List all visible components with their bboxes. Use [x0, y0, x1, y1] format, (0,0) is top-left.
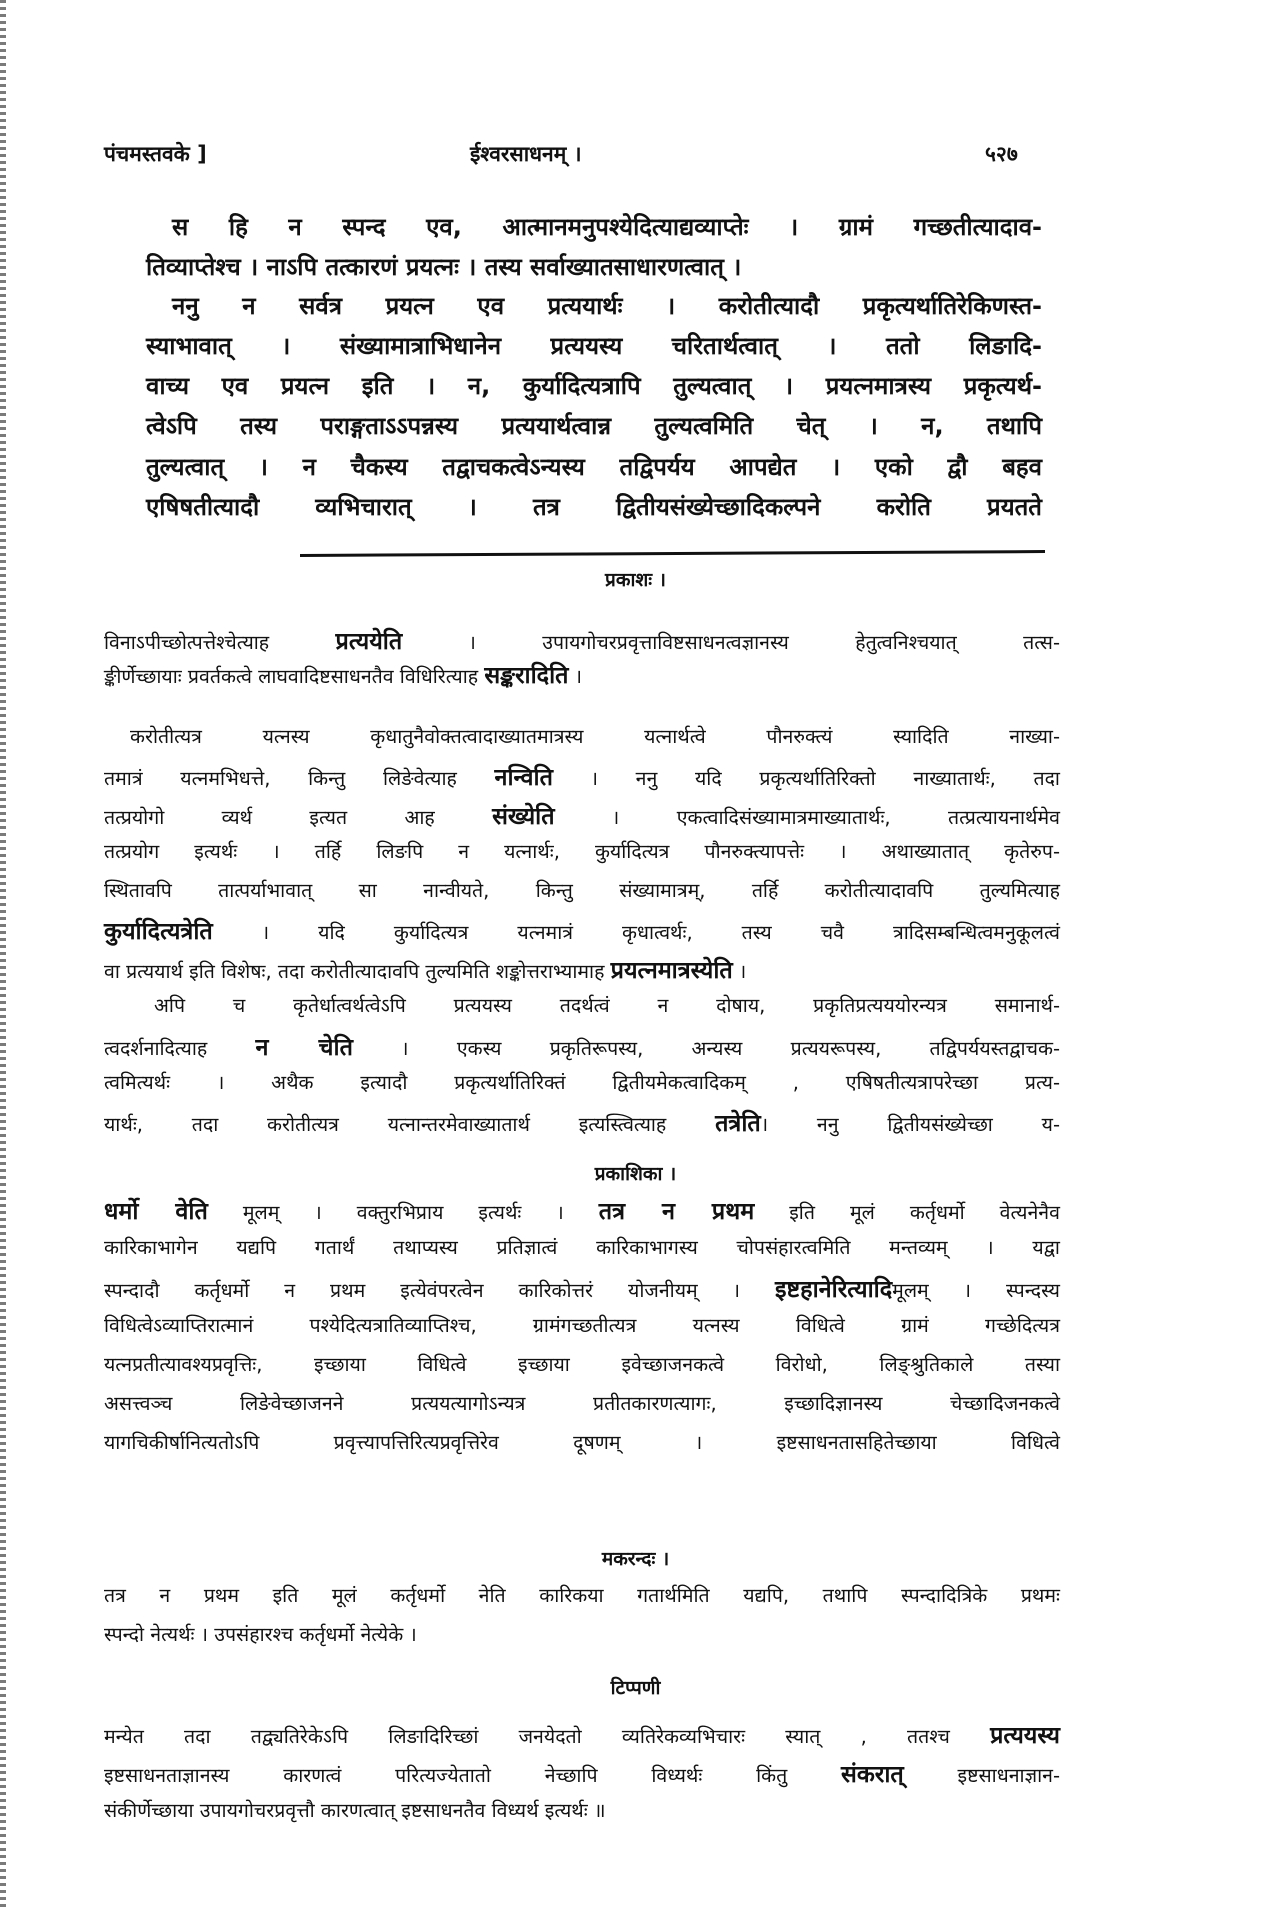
- bold-pratika: न चेति: [255, 1033, 353, 1061]
- text-run: इष्टसाधनाज्ञान-: [903, 1764, 1060, 1787]
- commentary-line: [104, 914, 1060, 946]
- text-run: तिव्याप्तेश्च । नाऽपि तत्कारणं प्रयत्नः । तस्य सर्वाख्यातसाधारणत्वात् ।: [146, 253, 742, 281]
- commentary-line: [104, 1030, 1060, 1062]
- text-run: संकीर्णेच्छाया उपायगोचरप्रवृत्तौ कारणत्वात् इष्टसाधनतैव विध्यर्थ इत्यर्थः ॥: [104, 1799, 606, 1822]
- commentary-line: [104, 1796, 1060, 1823]
- commentary-line: [104, 1194, 1060, 1226]
- text-run: तुल्यत्वात् । न चैकस्य तद्वाचकत्वेऽन्यस्य तद्विपर्यय आपद्येत । एको द्वौ बहव: [146, 453, 1042, 481]
- text-run: तत्प्रयोगो व्यर्थ इत्यत आह: [104, 806, 493, 829]
- commentary-line: [104, 837, 1060, 864]
- text-run: असत्त्वञ्च लिङेवेच्छाजनने प्रत्ययत्यागोऽन्यत्र प्रतीतकारणत्यागः, इच्छादिज्ञानस्य चेच्छादिजनकत्वे: [104, 1392, 1060, 1415]
- text-run: वा प्रत्ययार्थ इति विशेषः, तदा करोतीत्यादावपि तुल्यमिति शङ्कोत्तराभ्यामाह: [104, 960, 611, 983]
- text-run: स्पन्दादौ कर्तृधर्मो न प्रथम इत्येवंपरत्वेन कारिकोत्तरं योजनीयम् ।: [104, 1279, 776, 1302]
- text-run: । ननु यदि प्रकृत्यर्थातिरिक्तो नाख्यातार्थः, तदा: [552, 767, 1060, 790]
- bold-pratika: इष्टहानेरित्यादि: [775, 1275, 893, 1303]
- commentary-line: [104, 760, 1060, 792]
- text-run: स हि न स्पन्द एव, आत्मानमनुपश्येदित्याद्यव्याप्तेः । ग्रामं गच्छतीत्यादाव-: [172, 213, 1042, 241]
- text-run: । एकत्वादिसंख्यामात्रमाख्यातार्थः, तत्प्रत्यायनार्थमेव: [554, 806, 1060, 829]
- text-run: त्वमित्यर्थः । अथैक इत्यादौ प्रकृत्यर्थातिरिक्तं द्वितीयमेकत्वादिकम् , एषिषतीत्यत्रापरेच्छा प्रत्य-: [104, 1071, 1060, 1094]
- commentary-line: [104, 953, 1060, 985]
- commentary-line: [104, 799, 1060, 831]
- text-run: मन्येत तदा तद्व्यतिरेकेऽपि लिङादिरिच्छां जनयेदतो व्यतिरेकव्यभिचारः स्यात् , ततश्च: [104, 1725, 991, 1748]
- text-run: तत्प्रयोग इत्यर्थः । तर्हि लिङपि न यत्नार्थः, कुर्यादित्यत्र पौनरुक्त्यापत्तेः । अथाख्यातात् कृतेरुप-: [104, 840, 1060, 863]
- mula-line: [146, 369, 1042, 402]
- commentary-heading: प्रकाशिका ।: [594, 1163, 677, 1185]
- commentary-line: [104, 1106, 1060, 1138]
- bold-pratika: प्रत्ययेति: [335, 627, 403, 655]
- scan-binding-edge: [0, 0, 6, 1910]
- mula-line: [146, 490, 1042, 523]
- commentary-line: [104, 1272, 1060, 1304]
- commentary-line: [104, 876, 1060, 903]
- text-run: करोतीत्यत्र यत्नस्य कृधातुनैवोक्तत्वादाख्यातमात्रस्य यत्नार्थत्वे पौनरुक्त्यं स्यादिति नाख्या-: [130, 725, 1060, 748]
- text-run: यागचिकीर्षानित्यतोऽपि प्रवृत्त्यापत्तिरित्यप्रवृत्तिरेव दूषणम् । इष्टसाधनतासहितेच्छाया विधित्वे: [104, 1431, 1060, 1454]
- text-run: यत्नप्रतीत्यावश्यप्रवृत्तिः, इच्छाया विधित्वे इच्छाया इवेच्छाजनकत्वे विरोधो, लिङ्श्रुतिकाले तस्या: [104, 1353, 1060, 1376]
- mula-line: [172, 289, 1042, 322]
- mula-line: [146, 329, 1042, 362]
- commentary-heading: टिप्पणी: [610, 1677, 661, 1699]
- commentary-line: [104, 1311, 1060, 1338]
- bold-pratika: कुर्यादित्यत्रेति: [104, 917, 213, 945]
- separator-rule: [300, 550, 1045, 557]
- text-run: त्वदर्शनादित्याह: [104, 1037, 256, 1060]
- bold-pratika: संख्येति: [492, 802, 555, 830]
- bold-pratika: प्रत्ययस्य: [990, 1721, 1060, 1749]
- text-run: वाच्य एव प्रयत्न इति । न, कुर्यादित्यत्रापि तुल्यत्वात् । प्रयत्नमात्रस्य प्रकृत्यर्थ-: [146, 372, 1042, 400]
- bold-pratika: तत्रेति: [715, 1109, 761, 1137]
- text-run: त्वेऽपि तस्य पराङ्गताऽऽपन्नस्य प्रत्ययार्थत्वान्न तुल्यत्वमिति चेत् । न, तथापि: [146, 412, 1042, 440]
- text-run: ङ्कीर्णेच्छायाः प्रवर्तकत्वे लाघवादिष्टसाधनतैव विधिरित्याह: [104, 665, 485, 688]
- commentary-line: [104, 1233, 1060, 1260]
- text-run: इष्टसाधनताज्ञानस्य कारणत्वं परित्यज्येतातो नेच्छापि विध्यर्थः किंतु: [104, 1764, 842, 1787]
- text-run: । ननु द्वितीयसंख्येच्छा य-: [760, 1113, 1060, 1136]
- commentary-line: [104, 1581, 1060, 1608]
- text-run: स्याभावात् । संख्यामात्राभिधानेन प्रत्ययस्य चरितार्थत्वात् । ततो लिङादि-: [146, 332, 1042, 360]
- text-run: स्पन्दो नेत्यर्थः । उपसंहारश्च कर्तृधर्मो नेत्येके ।: [104, 1623, 417, 1646]
- commentary-line: [104, 1718, 1060, 1750]
- page-number: ५२७: [985, 142, 1018, 166]
- mula-line: [146, 250, 1042, 283]
- bold-pratika: धर्मो वेति: [104, 1197, 208, 1225]
- text-run: ।: [568, 665, 583, 688]
- commentary-line: [130, 722, 1060, 749]
- commentary-line: [104, 1757, 1060, 1789]
- commentary-line: [104, 1350, 1060, 1377]
- commentary-heading: मकरन्दः ।: [601, 1548, 670, 1570]
- bold-pratika: तत्र न प्रथम: [598, 1197, 755, 1225]
- text-run: विधित्वेऽव्याप्तिरात्मानं पश्येदित्यत्रातिव्याप्तिश्च, ग्रामंगच्छतीत्यत्र यत्नस्य विधित्वे ग्रामं गच्छेदित्यत्र: [104, 1314, 1060, 1337]
- commentary-heading: प्रकाशः ।: [605, 569, 666, 591]
- bold-pratika: प्रयत्नमात्रस्येति: [610, 956, 733, 984]
- bold-pratika: सङ्करादिति: [484, 661, 569, 689]
- text-run: इति मूलं कर्तृधर्मो वेत्यनेनैव: [754, 1201, 1060, 1224]
- commentary-line: [104, 1389, 1060, 1416]
- bold-pratika: संकरात्: [841, 1760, 904, 1788]
- commentary-line: [154, 991, 1060, 1018]
- text-run: स्थितावपि तात्पर्याभावात् सा नान्वीयते, किन्तु संख्यामात्रम्, तर्हि करोतीत्यादावपि तुल्यमित्याह: [104, 879, 1060, 902]
- text-run: । उपायगोचरप्रवृत्ताविष्टसाधनत्वज्ञानस्य हेतुत्वनिश्चयात् तत्स-: [402, 631, 1060, 654]
- commentary-line: [104, 1068, 1060, 1095]
- text-run: । एकस्य प्रकृतिरूपस्य, अन्यस्य प्रत्ययरूपस्य, तद्विपर्ययस्तद्वाचक-: [352, 1037, 1060, 1060]
- text-run: मूलम् । वक्तुरभिप्राय इत्यर्थः ।: [207, 1201, 599, 1224]
- text-run: यार्थः, तदा करोतीत्यत्र यत्नान्तरमेवाख्यातार्थ इत्यस्त्वित्याह: [104, 1113, 716, 1136]
- text-run: विनाऽपीच्छोत्पत्तेश्चेत्याह: [104, 631, 336, 654]
- mula-line: [146, 450, 1042, 483]
- text-run: तत्र न प्रथम इति मूलं कर्तृधर्मो नेति कारिकया गतार्थमिति यद्यपि, तथापि स्पन्दादित्रिके प्रथमः: [104, 1584, 1060, 1607]
- commentary-line: [104, 1620, 1060, 1647]
- text-run: मूलम् । स्पन्दस्य: [892, 1279, 1060, 1302]
- mula-line: [146, 409, 1042, 442]
- running-header-section: पंचमस्तवके ]: [104, 142, 207, 166]
- mula-line: [172, 210, 1042, 243]
- commentary-line: [104, 658, 1060, 690]
- commentary-line: [104, 1428, 1060, 1455]
- text-run: एषिषतीत्यादौ व्यभिचारात् । तत्र द्वितीयसंख्येच्छादिकल्पने करोति प्रयतते: [146, 493, 1042, 521]
- text-run: ननु न सर्वत्र प्रयत्न एव प्रत्ययार्थः । करोतीत्यादौ प्रकृत्यर्थातिरेकिणस्त-: [172, 292, 1042, 320]
- text-run: । यदि कुर्यादित्यत्र यत्नमात्रं कृधात्वर्थः, तस्य चवै त्रादिसम्बन्धित्वमनुकूलत्वं: [212, 921, 1060, 944]
- text-run: ।: [732, 960, 747, 983]
- text-run: कारिकाभागेन यद्यपि गतार्थं तथाप्यस्य प्रतिज्ञात्वं कारिकाभागस्य चोपसंहारत्वमिति मन्तव्यम् । यद्वा: [104, 1236, 1060, 1259]
- text-run: अपि च कृतेर्धात्वर्थत्वेऽपि प्रत्ययस्य तदर्थत्वं न दोषाय, प्रकृतिप्रत्यययोरन्यत्र समानार्थ-: [154, 994, 1060, 1017]
- running-header-title: ईश्वरसाधनम् ।: [470, 142, 582, 166]
- bold-pratika: नन्विति: [494, 763, 553, 791]
- commentary-line: [104, 624, 1060, 656]
- text-run: तमात्रं यत्नमभिधत्ते, किन्तु लिङेवेत्याह: [104, 767, 495, 790]
